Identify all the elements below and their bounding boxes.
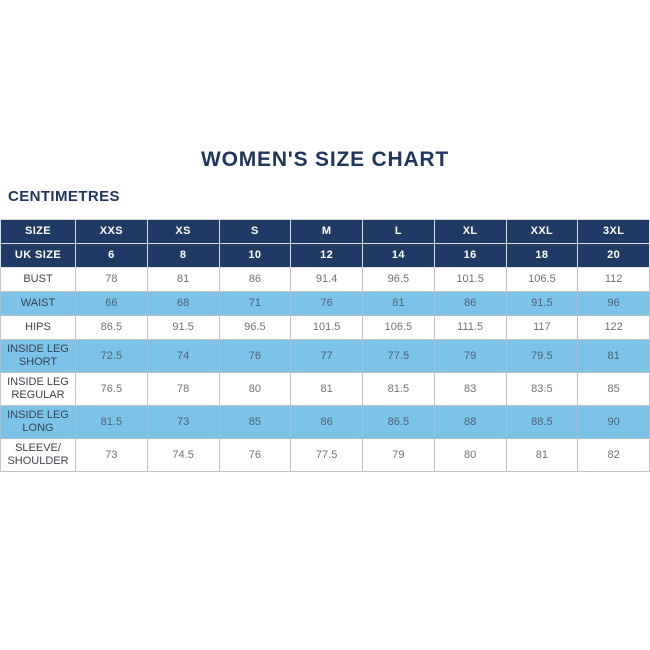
row-label-cell: INSIDE LEG LONG	[1, 406, 76, 439]
value-cell: 73	[147, 406, 219, 439]
size-header-row	[1, 220, 650, 244]
size-chart-header	[1, 220, 650, 268]
value-cell: 76	[219, 340, 291, 373]
column-header-cell: XS	[147, 220, 219, 244]
value-cell: 86	[291, 406, 363, 439]
value-cell: 79	[434, 340, 506, 373]
column-header-cell: 12	[291, 244, 363, 268]
value-cell: 80	[434, 439, 506, 472]
header-label-cell: UK SIZE	[1, 244, 76, 268]
value-cell: 117	[506, 316, 578, 340]
value-cell: 101.5	[434, 268, 506, 292]
value-cell: 81	[291, 373, 363, 406]
value-cell: 76	[219, 439, 291, 472]
value-cell: 83.5	[506, 373, 578, 406]
value-cell: 88.5	[506, 406, 578, 439]
value-cell: 91.4	[291, 268, 363, 292]
column-header-cell: 14	[363, 244, 435, 268]
value-cell: 77.5	[363, 340, 435, 373]
value-cell: 79	[363, 439, 435, 472]
row-label-cell: WAIST	[1, 292, 76, 316]
value-cell: 96	[578, 292, 650, 316]
value-cell: 81	[506, 439, 578, 472]
value-cell: 76.5	[76, 373, 148, 406]
column-header-cell: 6	[76, 244, 148, 268]
value-cell: 112	[578, 268, 650, 292]
table-row	[1, 406, 650, 439]
table-row	[1, 292, 650, 316]
value-cell: 86	[434, 292, 506, 316]
value-cell: 66	[76, 292, 148, 316]
value-cell: 82	[578, 439, 650, 472]
column-header-cell: 10	[219, 244, 291, 268]
value-cell: 79.5	[506, 340, 578, 373]
value-cell: 106.5	[363, 316, 435, 340]
column-header-cell: L	[363, 220, 435, 244]
value-cell: 90	[578, 406, 650, 439]
table-row	[1, 439, 650, 472]
value-cell: 86.5	[76, 316, 148, 340]
value-cell: 83	[434, 373, 506, 406]
uk-size-header-row	[1, 244, 650, 268]
column-header-cell: 16	[434, 244, 506, 268]
column-header-cell: XXL	[506, 220, 578, 244]
value-cell: 111.5	[434, 316, 506, 340]
table-row	[1, 373, 650, 406]
value-cell: 85	[219, 406, 291, 439]
page-title: WOMEN'S SIZE CHART	[200, 148, 450, 171]
size-chart-table	[0, 219, 650, 472]
column-header-cell: XL	[434, 220, 506, 244]
column-header-cell: S	[219, 220, 291, 244]
column-header-cell: 3XL	[578, 220, 650, 244]
row-label-cell: INSIDE LEG REGULAR	[1, 373, 76, 406]
value-cell: 101.5	[291, 316, 363, 340]
value-cell: 68	[147, 292, 219, 316]
value-cell: 81	[147, 268, 219, 292]
unit-label: CENTIMETRES	[8, 188, 120, 205]
value-cell: 81.5	[363, 373, 435, 406]
value-cell: 72.5	[76, 340, 148, 373]
value-cell: 85	[578, 373, 650, 406]
value-cell: 86.5	[363, 406, 435, 439]
value-cell: 96.5	[219, 316, 291, 340]
value-cell: 106.5	[506, 268, 578, 292]
value-cell: 96.5	[363, 268, 435, 292]
value-cell: 74	[147, 340, 219, 373]
value-cell: 81.5	[76, 406, 148, 439]
value-cell: 71	[219, 292, 291, 316]
value-cell: 80	[219, 373, 291, 406]
value-cell: 78	[76, 268, 148, 292]
value-cell: 73	[76, 439, 148, 472]
column-header-cell: 18	[506, 244, 578, 268]
value-cell: 77	[291, 340, 363, 373]
table-row	[1, 268, 650, 292]
column-header-cell: M	[291, 220, 363, 244]
value-cell: 86	[219, 268, 291, 292]
value-cell: 81	[578, 340, 650, 373]
size-chart-body	[1, 268, 650, 472]
value-cell: 122	[578, 316, 650, 340]
value-cell: 77.5	[291, 439, 363, 472]
header-label-cell: SIZE	[1, 220, 76, 244]
value-cell: 91.5	[147, 316, 219, 340]
row-label-cell: SLEEVE/​SHOULDER	[1, 439, 76, 472]
row-label-cell: INSIDE LEG SHORT	[1, 340, 76, 373]
value-cell: 88	[434, 406, 506, 439]
table-row	[1, 340, 650, 373]
row-label-cell: BUST	[1, 268, 76, 292]
column-header-cell: XXS	[76, 220, 148, 244]
value-cell: 74.5	[147, 439, 219, 472]
row-label-cell: HIPS	[1, 316, 76, 340]
value-cell: 81	[363, 292, 435, 316]
value-cell: 78	[147, 373, 219, 406]
value-cell: 91.5	[506, 292, 578, 316]
column-header-cell: 20	[578, 244, 650, 268]
value-cell: 76	[291, 292, 363, 316]
column-header-cell: 8	[147, 244, 219, 268]
table-row	[1, 316, 650, 340]
